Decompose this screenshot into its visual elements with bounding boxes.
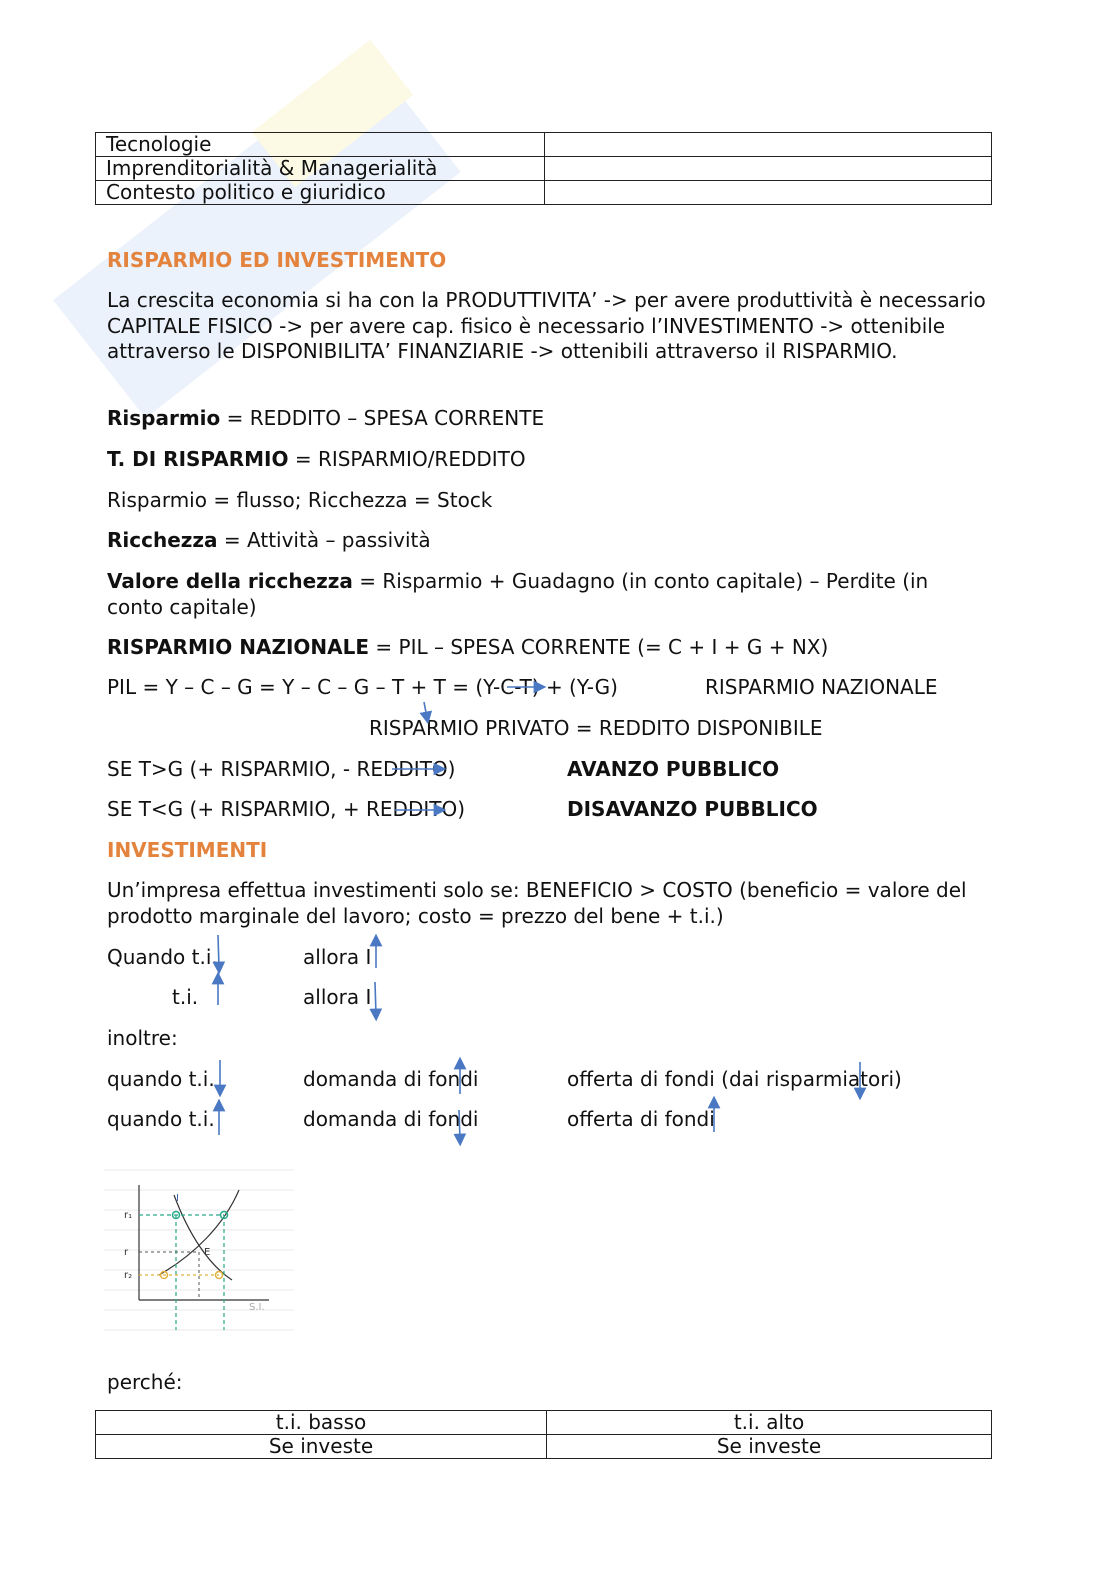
section-heading-risparmio: RISPARMIO ED INVESTIMENTO — [107, 248, 447, 272]
table-row — [96, 1411, 992, 1435]
definition: = Attività – passività — [217, 528, 431, 552]
rule-when-2: t.i. — [172, 985, 199, 1009]
funds-demand-1: domanda di fondi — [303, 1067, 479, 1091]
funds-when-1: quando t.i. — [107, 1067, 215, 1091]
rule-then-1: allora I — [303, 945, 372, 969]
rule-when-1: Quando t.i. — [107, 945, 218, 969]
definition: = PIL – SPESA CORRENTE (= C + I + G + NX) — [369, 635, 829, 659]
table-header-cell: t.i. alto — [547, 1411, 992, 1435]
inoltre-label: inoltre: — [107, 1026, 178, 1050]
arrow-down-icon — [375, 982, 376, 1015]
funds-when-2: quando t.i. — [107, 1107, 215, 1131]
definition: = RISPARMIO/REDDITO — [288, 447, 526, 471]
term: Valore della ricchezza — [107, 569, 353, 593]
sketch-label: r — [124, 1247, 129, 1258]
case-surplus-condition: SE T>G (+ RISPARMIO, - REDDITO) — [107, 757, 456, 781]
table-cell: Tecnologie — [96, 133, 545, 157]
pil-equation-label: RISPARMIO NAZIONALE — [705, 675, 938, 699]
perche-label: perché: — [107, 1370, 183, 1394]
funds-supply-1: offerta di fondi (dai risparmiatori) — [567, 1067, 902, 1091]
definition: = REDDITO – SPESA CORRENTE — [220, 406, 545, 430]
term: RISPARMIO NAZIONALE — [107, 635, 370, 659]
case-deficit-condition: SE T<G (+ RISPARMIO, + REDDITO) — [107, 797, 466, 821]
sketch-label: r₁ — [124, 1210, 133, 1221]
term: Risparmio — [107, 406, 221, 430]
pil-equation: PIL = Y – C – G = Y – C – G – T + T = (Y-C-T) + (Y-G) — [107, 675, 618, 699]
table-cell: Imprenditorialità & Managerialità — [96, 157, 545, 181]
table-cell: Se investe — [547, 1435, 992, 1459]
sketch-label: r₂ — [124, 1270, 133, 1281]
private-saving-line: RISPARMIO PRIVATO = REDDITO DISPONIBILE — [369, 716, 823, 740]
funds-demand-2: domanda di fondi — [303, 1107, 479, 1131]
rate-comparison-table — [95, 1410, 992, 1459]
term: T. DI RISPARMIO — [107, 447, 289, 471]
arrow-down-icon — [424, 702, 427, 718]
case-deficit-result: DISAVANZO PUBBLICO — [567, 797, 818, 821]
definition: = Risparmio + Guadagno (in conto capitale) – Perdite (in conto capitale) — [107, 569, 929, 619]
case-surplus-result: AVANZO PUBBLICO — [567, 757, 780, 781]
table-row — [96, 1435, 992, 1459]
section-heading-investimenti: INVESTIMENTI — [107, 838, 268, 862]
arrow-down-icon — [218, 935, 219, 968]
intro-paragraph: La crescita economia si ha con la PRODUTTIVITA’ -> per avere produttività è necessario CAPITALE FISICO -> per avere cap. fisico è necessario l’INVESTIMENTO -> ottenibile attraverso le DISPONIBILITA’ FINANZIARIE -> ottenibili attraverso il RISPARMIO. — [107, 288, 986, 363]
term: Ricchezza — [107, 528, 218, 552]
funds-supply-2: offerta di fondi — [567, 1107, 715, 1131]
table-cell: Se investe — [96, 1435, 547, 1459]
arrow-down-icon — [459, 1110, 460, 1140]
table-cell: Contesto politico e giuridico — [96, 181, 545, 205]
sketch-label: S.I. — [249, 1302, 265, 1313]
table-header-cell: t.i. basso — [96, 1411, 547, 1435]
rule-then-2: allora I — [303, 985, 372, 1009]
savings-investment-sketch — [104, 1155, 294, 1350]
definition: Risparmio = flusso; Ricchezza = Stock — [107, 488, 493, 512]
investment-paragraph: Un’impresa effettua investimenti solo se: BENEFICIO > COSTO (beneficio = valore del prodotto marginale del lavoro; costo = prezzo del bene + t.i.) — [107, 878, 967, 928]
sketch-label: I — [176, 1193, 179, 1204]
sketch-label: E — [204, 1247, 211, 1258]
